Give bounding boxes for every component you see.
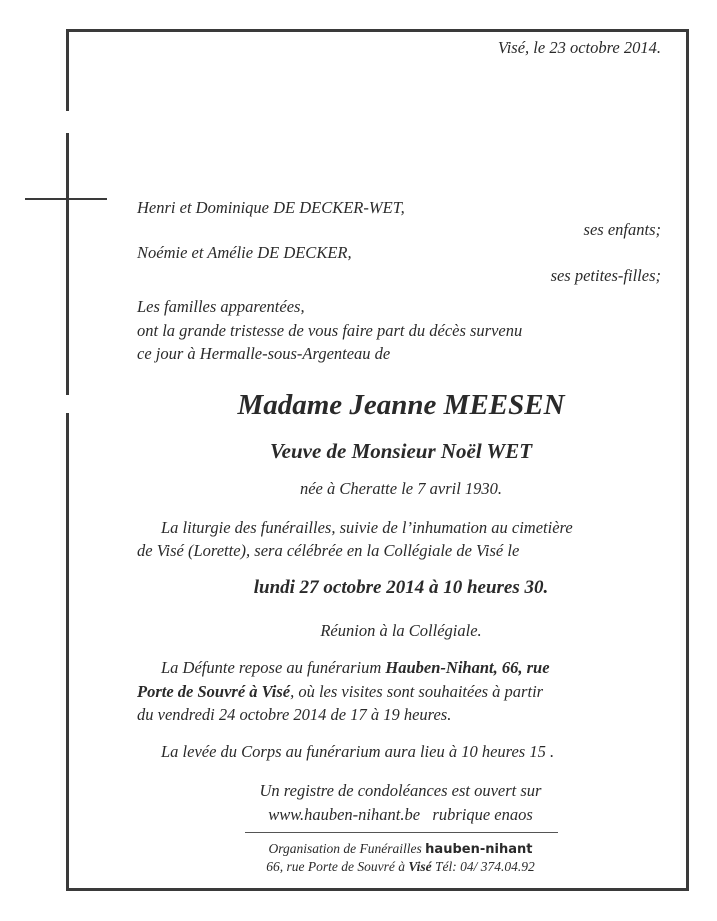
footer-address-post: Tél: 04/ 374.04.92 [431, 859, 535, 874]
footer-organisation [137, 840, 664, 858]
frame-bottom-border [66, 888, 689, 891]
cross-vertical-bar [66, 133, 69, 395]
procession-line: La levée du Corps au funérarium aura lieu à 10 heures 15 . [161, 742, 555, 761]
grandchildren-role: ses petites-filles; [550, 266, 661, 285]
announcement-line-2: ce jour à Hermalle-sous-Argenteau de [137, 344, 391, 363]
visitation-line-1 [137, 658, 550, 678]
funeral-home-brand: hauben-nihant [425, 842, 533, 857]
visitation-line-2-text: , où les visites sont souhaitées à partir [290, 682, 544, 701]
announcement-line-1: ont la grande tristesse de vous faire part du décès survenu [137, 321, 523, 340]
condolences-line-1: Un registre de condoléances est ouvert sur [259, 781, 542, 800]
frame-left-border-upper [66, 29, 69, 111]
meeting-line: Réunion à la Collégiale. [320, 621, 482, 640]
visitation-line-1-text: La Défunte repose au funérarium [161, 658, 386, 677]
birth-line: née à Cheratte le 7 avril 1930. [299, 479, 503, 498]
widow-of-line: Veuve de Monsieur Noël WET [269, 439, 533, 463]
visitation-line-3: du vendredi 24 octobre 2014 de 17 à 19 heures. [137, 705, 452, 724]
grandchildren-names: Noémie et Amélie DE DECKER, [137, 243, 352, 262]
cross-horizontal-bar [25, 198, 107, 200]
ceremony-datetime: lundi 27 octobre 2014 à 10 heures 30. [253, 577, 549, 598]
footer-org-prefix: Organisation de Funérailles [268, 841, 426, 856]
footer-divider [245, 832, 558, 833]
children-names: Henri et Dominique DE DECKER-WET, [137, 198, 405, 217]
footer-address-city: Visé [408, 859, 432, 874]
frame-top-border [66, 29, 689, 32]
visitation-line-2 [137, 682, 543, 702]
date-line: Visé, le 23 octobre 2014. [497, 38, 661, 57]
related-families-line: Les familles apparentées, [137, 297, 305, 316]
funerarium-address: Porte de Souvré à Visé [137, 682, 291, 701]
ceremony-line-1: La liturgie des funérailles, suivie de l’inhumation au cimetière [161, 518, 573, 537]
ceremony-line-2: de Visé (Lorette), sera célébrée en la Collégiale de Visé le [137, 541, 520, 560]
children-role: ses enfants; [583, 220, 661, 239]
condolences-website: www.hauben-nihant.be rubrique enaos [268, 805, 533, 824]
funerarium-name: Hauben-Nihant, 66, rue [385, 658, 550, 677]
footer-address [137, 858, 664, 875]
footer-address-pre: 66, rue Porte de Souvré à [266, 859, 409, 874]
deceased-name: Madame Jeanne MEESEN [237, 389, 565, 421]
